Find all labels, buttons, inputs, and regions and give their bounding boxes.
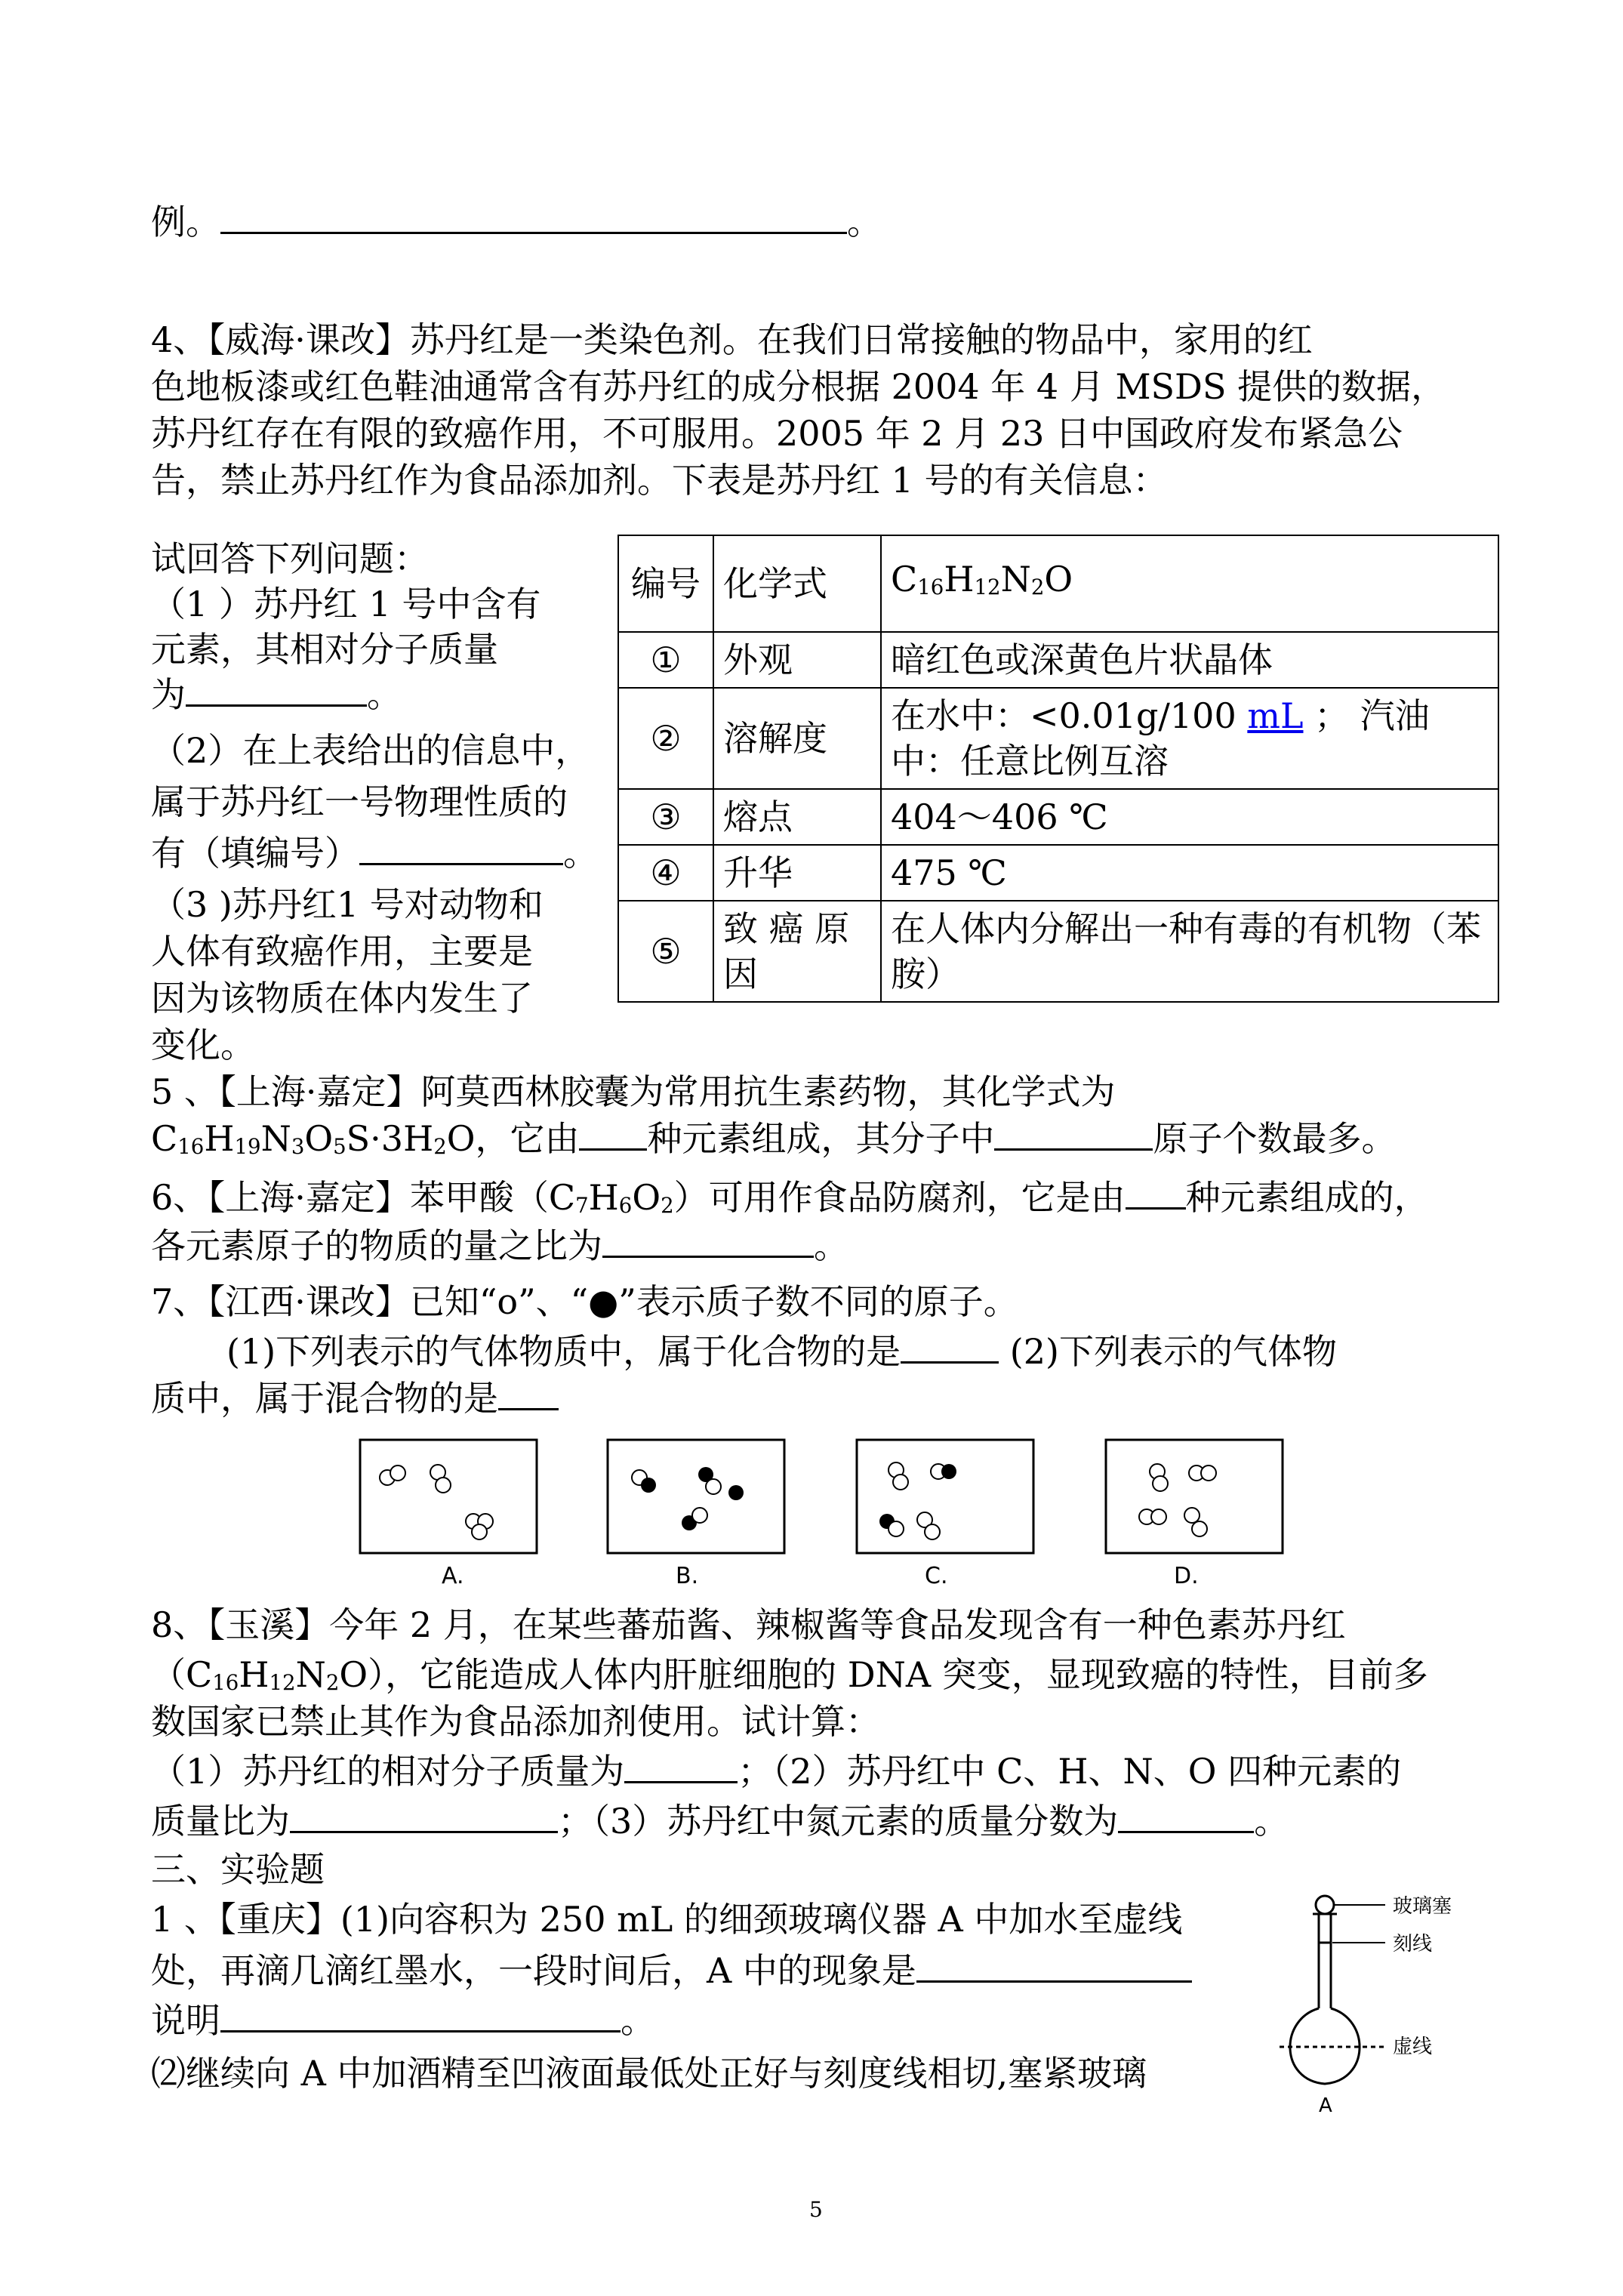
q4-left-11: 变化。: [151, 1025, 255, 1065]
q4-left-1: 试回答下列问题：: [151, 538, 429, 579]
q8-line-4: （1）苏丹红的相对分子质量为 ；（2）苏丹红中 C、H、N、O 四种元素的: [151, 1747, 1401, 1795]
s3-line-3: 说明 。: [151, 1996, 655, 2045]
q5-line-2: $C_{16}H_{19}N_3O_5S\cdot 3H_2O$，它由 种元素组成，其分子中 原子个数最多。: [151, 1114, 1396, 1171]
s3-line-4: ⑵继续向 A 中加酒精至凹液面最低处正好与刻度线相切,塞紧玻璃: [151, 2053, 1147, 2094]
sudan-red-info-table: [617, 535, 1499, 1003]
s3-line-2: 处，再滴几滴红墨水，一段时间后，A 中的现象是: [151, 1946, 1192, 1995]
label-dashed-line: 虚线: [1393, 2036, 1433, 2058]
box-a[interactable]: [360, 1440, 537, 1553]
answer-blank[interactable]: [994, 1115, 1153, 1151]
q4-left-2: （1 ）苏丹红 1 号中含有: [151, 584, 541, 624]
volumetric-flask-diagram: [1280, 1891, 1521, 2118]
answer-blank[interactable]: [359, 830, 563, 865]
label-stopper: 玻璃塞: [1393, 1895, 1452, 1918]
header-formula-label: 化学式: [713, 535, 881, 632]
carryover-line: 例。 。: [151, 198, 882, 246]
box-c[interactable]: [857, 1440, 1033, 1553]
q4-line-3: 苏丹红存在有限的致癌作用，不可服用。2005 年 2 月 23 日中国政府发布紧急公: [151, 413, 1403, 454]
q4-left-9: 人体有致癌作用，主要是: [151, 931, 533, 972]
answer-blank[interactable]: [220, 199, 847, 234]
answer-blank[interactable]: [290, 1798, 558, 1833]
table-row: [618, 535, 1498, 632]
q7-line-1: 7、【江西·课改】已知“o”、“●”表示质子数不同的原子。: [151, 1281, 1018, 1322]
q8-line-2: $(C_{16}H_{12}N_2O)$，它能造成人体内肝脏细胞的 DNA 突变，显现致癌的特性，目前多: [151, 1654, 1428, 1696]
table-row: ④ 升华 475 ℃: [618, 845, 1498, 901]
q8-line-5: 质量比为 ；（3）苏丹红中氮元素的质量分数为 。: [151, 1797, 1289, 1845]
answer-blank[interactable]: [186, 671, 367, 707]
q4-left-5: （2）在上表给出的信息中，: [151, 730, 590, 771]
table-row: ① 外观 暗红色或深黄色片状晶体: [618, 632, 1498, 688]
q6-line-2: 各元素原子的物质的量之比为 。: [151, 1222, 848, 1270]
q4-left-7: 有（填编号） 。: [151, 829, 598, 877]
label-b: B.: [676, 1563, 699, 1589]
answer-blank[interactable]: [624, 1748, 738, 1783]
q8-line-3: 数国家已禁止其作为食品添加剂使用。试计算：: [151, 1701, 880, 1742]
label-mark: 刻线: [1393, 1933, 1433, 1955]
q7-line-3: 质中，属于混合物的是: [151, 1374, 559, 1422]
box-b[interactable]: [608, 1440, 784, 1553]
q4-line-2: 色地板漆或红色鞋油通常含有苏丹红的成分根据 2004 年 4 月 MSDS 提供的数据，: [151, 366, 1446, 407]
section-3-heading: 三、实验题: [151, 1849, 325, 1890]
answer-blank[interactable]: [916, 1947, 1192, 1983]
q4-left-3: 元素，其相对分子质量: [151, 629, 498, 670]
page-number: 5: [809, 2197, 823, 2222]
q4-left-6: 属于苏丹红一号物理性质的: [151, 781, 568, 822]
header-number: 编号: [618, 535, 713, 632]
answer-blank[interactable]: [901, 1328, 999, 1364]
q4-left-4: 为 。: [151, 670, 402, 719]
q4-left-8: （3 )苏丹红1 号对动物和: [151, 884, 544, 925]
particle-diagrams: [359, 1438, 1287, 1589]
ml-link[interactable]: mL: [1247, 695, 1304, 736]
q6-line-1: 6、【上海·嘉定】苯甲酸$(C_7H_6O_2)$可用作食品防腐剂，它是由 种元素组成的，: [151, 1173, 1429, 1230]
label-a: A.: [442, 1563, 464, 1589]
q8-line-1: 8、【玉溪】今年 2 月，在某些蕃茄酱、辣椒酱等食品发现含有一种色素苏丹红: [151, 1604, 1346, 1645]
answer-blank[interactable]: [602, 1222, 814, 1258]
label-c: C.: [925, 1563, 948, 1589]
answer-blank[interactable]: [1126, 1174, 1186, 1210]
box-d[interactable]: [1106, 1440, 1283, 1553]
answer-blank[interactable]: [1118, 1798, 1254, 1833]
q5-line-1: 5 、【上海·嘉定】阿莫西林胶囊为常用抗生素药物，其化学式为: [151, 1071, 1116, 1112]
q4-line-4: 告，禁止苏丹红作为食品添加剂。下表是苏丹红 1 号的有关信息：: [151, 460, 1168, 501]
q7-line-2: (1)下列表示的气体物质中，属于化合物的是 (2)下列表示的气体物: [226, 1327, 1337, 1376]
table-row: ③ 熔点 404～406 ℃: [618, 789, 1498, 845]
q4-left-10: 因为该物质在体内发生了: [151, 978, 533, 1019]
answer-blank[interactable]: [498, 1375, 559, 1410]
label-flask-a: A: [1319, 2094, 1332, 2117]
table-row: ⑤ 致 癌 原 因 在人体内分解出一种有毒的有机物（苯胺）: [618, 901, 1498, 1002]
table-row: ② 溶解度 在水中：<0.01g/100 mL ； 汽油 中：任意比例互溶: [618, 688, 1498, 789]
label-d: D.: [1174, 1563, 1199, 1589]
formula-cell: $C_{16}H_{12}N_2O$: [881, 535, 1498, 632]
solubility-cell: 在水中：<0.01g/100 mL ； 汽油 中：任意比例互溶: [881, 688, 1498, 789]
answer-blank[interactable]: [579, 1115, 647, 1151]
s3-line-1: 1 、【重庆】(1)向容积为 250 mL 的细颈玻璃仪器 A 中加水至虚线: [151, 1899, 1183, 1940]
q4-line-1: 4、【威海·课改】苏丹红是一类染色剂。在我们日常接触的物品中，家用的红: [151, 319, 1313, 360]
answer-blank[interactable]: [220, 1997, 621, 2032]
